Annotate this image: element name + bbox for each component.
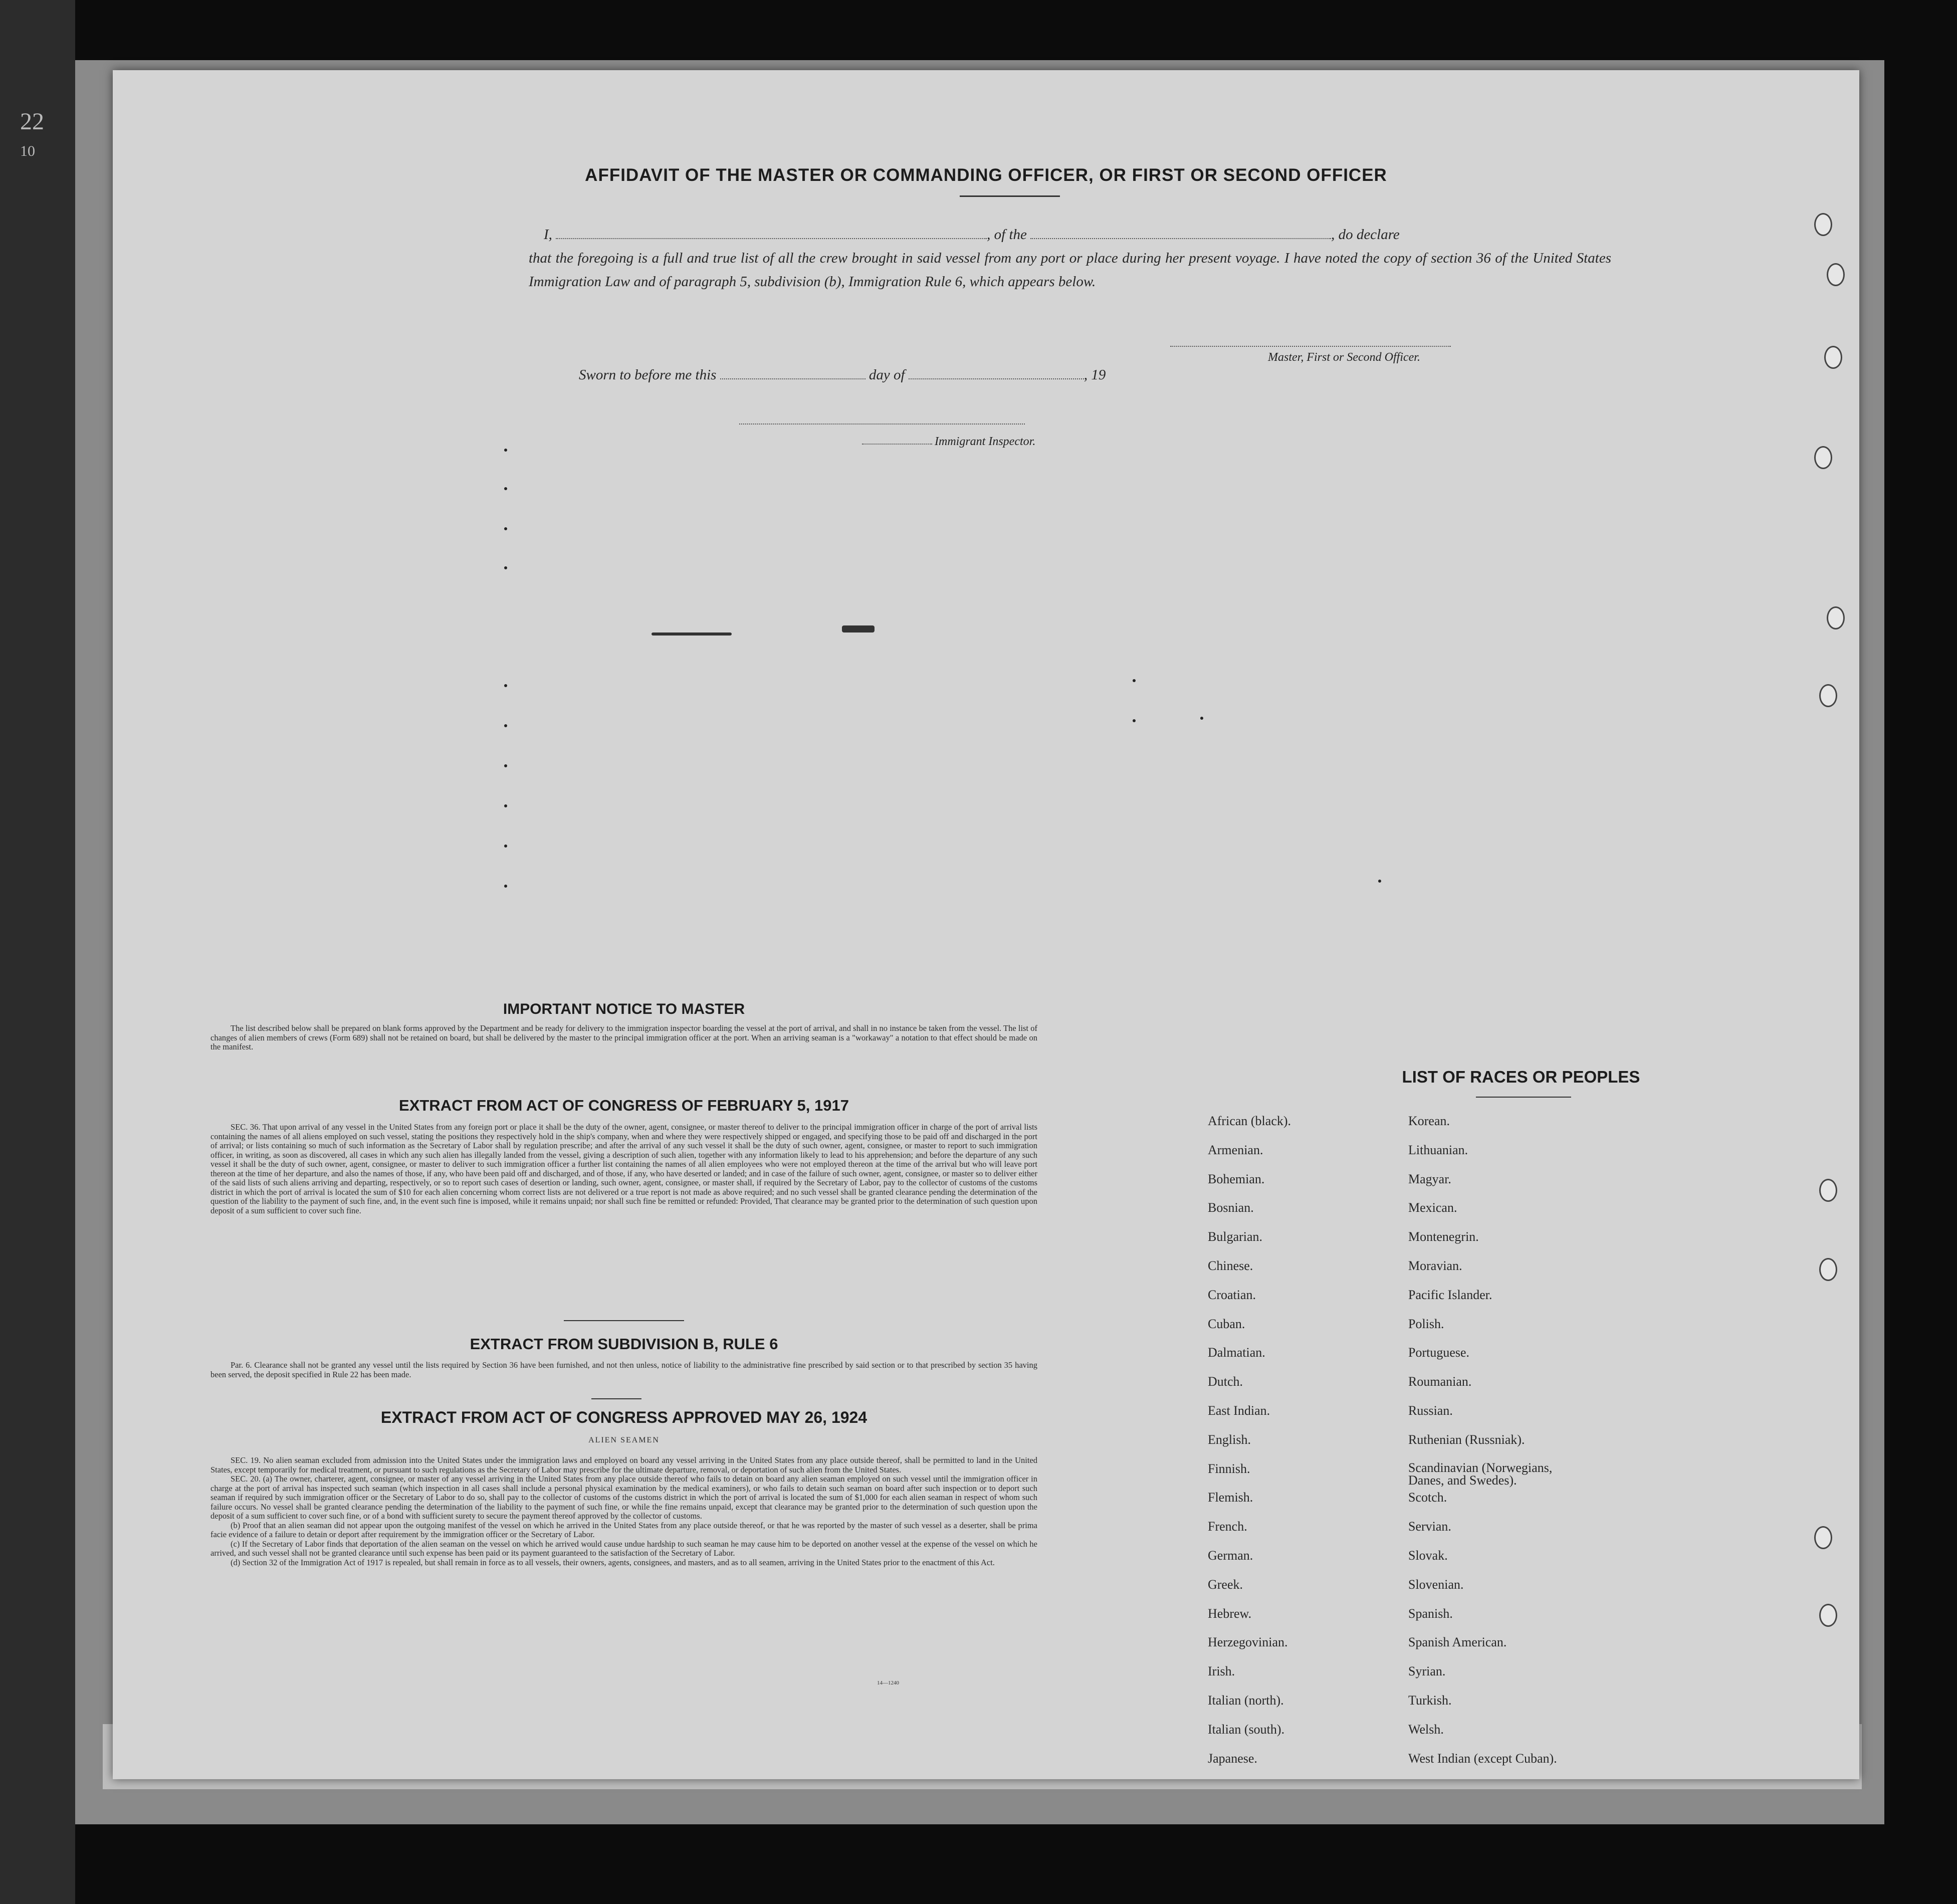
races-title: LIST OF RACES OR PEOPLES bbox=[1402, 1068, 1640, 1086]
affidavit-declare: , do declare bbox=[1331, 227, 1400, 243]
race-item: Welsh. bbox=[1408, 1722, 1444, 1737]
affidavit-title: AFFIDAVIT OF THE MASTER OR COMMANDING OFFICER, OR FIRST OR SECOND OFFICER bbox=[585, 165, 1387, 185]
sworn-year: , 19 bbox=[1083, 367, 1106, 383]
races-title-rule bbox=[1476, 1097, 1571, 1098]
race-item: Italian (north). bbox=[1208, 1693, 1284, 1708]
notice-paragraph: The list described below shall be prepared on blank forms approved by the Department and be ready for delivery to the immigration inspector boarding the vessel at the port of arrival, and shall in no instance be taken from the vessel. The list of changes of alien members of crews (Form 689) shall not be retained on board, but shall be delivered by the master to the principal immigration officer at the port. When an arriving seaman is a "workaway" a notation to that effect should be made on the manifest. bbox=[210, 1023, 1037, 1051]
race-item: Spanish American. bbox=[1408, 1635, 1507, 1650]
race-item: Chinese. bbox=[1208, 1258, 1253, 1273]
dot-mark bbox=[504, 764, 507, 767]
race-item: Russian. bbox=[1408, 1403, 1453, 1418]
ink-smudge bbox=[842, 625, 875, 632]
extract-rule-6-heading: EXTRACT FROM SUBDIVISION B, RULE 6 bbox=[470, 1335, 778, 1353]
section-divider bbox=[564, 1320, 684, 1321]
manifest-page bbox=[113, 70, 1859, 1779]
dot-mark bbox=[504, 885, 507, 888]
race-item: Irish. bbox=[1208, 1664, 1235, 1679]
punch-hole bbox=[1819, 1258, 1837, 1281]
affidavit-i: I, bbox=[544, 227, 552, 243]
race-item: Moravian. bbox=[1408, 1258, 1462, 1273]
dot-mark bbox=[1378, 880, 1381, 883]
extract-1924-text bbox=[210, 1456, 1037, 1567]
race-item: French. bbox=[1208, 1519, 1247, 1534]
dot-mark bbox=[1200, 717, 1203, 720]
section-20a-paragraph: SEC. 20. (a) The owner, charterer, agent, consignee, or master of any vessel arriving in the United States from any place outside thereof who fails to detain on board any alien seaman employed on such vessel until the immigration officer in charge at the port of arrival has inspected such seaman (which inspection in all cases shall include a personal physical examination by the medical examiners), or who fails to detain such seaman on board after such inspection or to deport such seaman if required by such immigration officer or the Secretary of Labor to do so, shall pay to the collector of customs of the customs district in which the port of arrival is located the sum of $1,000 for each alien seaman in respect of whom such failure occurs. No vessel shall be granted clearance pending the determination of the liability to the payment of such fine, or while the fine remains unpaid, except that clearance may be granted prior to the determination of such question upon the deposit of a sum sufficient to cover such fine, or of a bond with sufficient surety to secure the payment thereof approved by the collector of customs. bbox=[210, 1474, 1037, 1521]
paragraph-6: Par. 6. Clearance shall not be granted any vessel until the lists required by Section 36 have been furnished, and not then unless, notice of liability to the administrative fine prescribed by said section or to that prescribed by section 35 having been served, the deposit specified in Rule 22 has been made. bbox=[210, 1360, 1037, 1379]
section-20d-paragraph: (d) Section 32 of the Immigration Act of 1917 is repealed, but shall remain in force as to all vessels, their owners, agents, consignees, and masters, and as to all seamen, arriving in the United States prior to the enactment of this Act. bbox=[231, 1557, 995, 1567]
dot-mark bbox=[504, 724, 507, 727]
race-item: Slovak. bbox=[1408, 1548, 1448, 1563]
race-item: Syrian. bbox=[1408, 1664, 1446, 1679]
master-signature-label: Master, First or Second Officer. bbox=[1268, 351, 1420, 364]
race-item: Roumanian. bbox=[1408, 1374, 1472, 1389]
extract-1917-heading: EXTRACT FROM ACT OF CONGRESS OF FEBRUARY 5, 1917 bbox=[399, 1097, 849, 1114]
race-item: Flemish. bbox=[1208, 1490, 1253, 1505]
alien-seamen-subheading: ALIEN SEAMEN bbox=[588, 1436, 660, 1444]
race-item: Montenegrin. bbox=[1408, 1229, 1479, 1244]
race-item: Japanese. bbox=[1208, 1751, 1257, 1766]
scan-edge bbox=[0, 0, 75, 1904]
race-item: Mexican. bbox=[1408, 1200, 1457, 1215]
officer-name-field[interactable] bbox=[556, 227, 987, 239]
race-item: Bosnian. bbox=[1208, 1200, 1254, 1215]
race-item: Pacific Islander. bbox=[1408, 1287, 1492, 1302]
notice-heading: IMPORTANT NOTICE TO MASTER bbox=[503, 1001, 745, 1017]
dot-mark bbox=[504, 487, 507, 490]
dot-mark bbox=[1133, 719, 1136, 722]
dot-mark bbox=[504, 804, 507, 807]
race-item: African (black). bbox=[1208, 1114, 1291, 1128]
race-item: Finnish. bbox=[1208, 1461, 1250, 1476]
edge-mark: 10 bbox=[20, 143, 35, 159]
extract-1924-heading: EXTRACT FROM ACT OF CONGRESS APPROVED MAY 26, 1924 bbox=[380, 1408, 867, 1426]
race-item: Bohemian. bbox=[1208, 1171, 1265, 1186]
race-item: Polish. bbox=[1408, 1316, 1444, 1331]
race-item: Dutch. bbox=[1208, 1374, 1243, 1389]
sworn-month-field[interactable] bbox=[909, 367, 1084, 379]
race-item: Italian (south). bbox=[1208, 1722, 1285, 1737]
section-20b-paragraph: (b) Proof that an alien seaman did not appear upon the outgoing manifest of the vessel on which he arrived in the United States from any place outside thereof, or that he was reported by the master of such vessel as a deserter, shall be prima facie evidence of a failure to detain or deport after requirement by the immigration officer or the Secretary of Labor. bbox=[210, 1520, 1037, 1539]
form-number: 14—1240 bbox=[877, 1680, 899, 1686]
punch-hole bbox=[1824, 346, 1842, 369]
dot-mark bbox=[504, 844, 507, 848]
race-item: Bulgarian. bbox=[1208, 1229, 1263, 1244]
affidavit-declaration-line bbox=[529, 223, 1611, 247]
sworn-day-field[interactable] bbox=[720, 367, 865, 379]
race-item: Scotch. bbox=[1408, 1490, 1447, 1505]
race-item: Ruthenian (Russniak). bbox=[1408, 1432, 1525, 1447]
races-left-column bbox=[1208, 1114, 1291, 1780]
extract-1917-text bbox=[210, 1123, 1037, 1215]
dot-mark bbox=[504, 449, 507, 452]
races-right-column bbox=[1408, 1114, 1589, 1780]
punch-hole bbox=[1819, 684, 1837, 707]
section-divider bbox=[591, 1398, 641, 1399]
extract-rule-6-text bbox=[210, 1361, 1037, 1379]
race-item: Dalmatian. bbox=[1208, 1345, 1265, 1360]
dot-mark bbox=[504, 527, 507, 530]
punch-hole bbox=[1827, 263, 1845, 286]
race-item: Hebrew. bbox=[1208, 1606, 1252, 1621]
notice-text bbox=[210, 1024, 1037, 1052]
race-item: Portuguese. bbox=[1408, 1345, 1470, 1360]
sworn-statement bbox=[579, 367, 1106, 383]
inspector-signature-label: Immigrant Inspector. bbox=[935, 435, 1036, 448]
punch-hole bbox=[1814, 1526, 1832, 1549]
race-item: Spanish. bbox=[1408, 1606, 1453, 1621]
race-item: Croatian. bbox=[1208, 1287, 1256, 1302]
race-item: Magyar. bbox=[1408, 1171, 1451, 1186]
race-item: Herzegovinian. bbox=[1208, 1635, 1288, 1650]
vessel-name-field[interactable] bbox=[1030, 227, 1331, 239]
edge-mark: 22 bbox=[20, 108, 44, 135]
section-36-paragraph: SEC. 36. That upon arrival of any vessel in the United States from any foreign port or place it shall be the duty of the owner, agent, consignee, or master thereof to deliver to the principal immigration officer in charge of the port of arrival lists containing the names of all aliens employed on such vessel, stating the positions they respectively hold in the ship's company, when and where they were respectively shipped or engaged, and specifying those to be paid off and discharged in the port of arrival; or lists containing so much of such information as the Secretary of Labor shall by regulation prescribe; and after the arrival of any such vessel it shall be the duty of such owner, agent, consignee, or master to report to such immigration officer, in writing, as soon as discovered, all cases in which any such alien has illegally landed from the vessel, giving a description of such alien, together with any information likely to lead to his apprehension; and before the departure of any such vessel it shall be the duty of such owner, agent, consignee, or master to deliver to such immigration officer a further list containing the names of all alien employees who were not employed thereon at the time of the arrival but who will leave port thereon at the time of her departure, and also the names of those, if any, who have been paid off and discharged, and of those, if any, who have deserted or landed; and in case of the failure of such owner, agent, consignee, or master so to deliver either of the said lists of such aliens arriving and departing, respectively, or so to report such cases of desertion or landing, such owner, agent, consignee, or master shall, if required by the Secretary of Labor, pay to the collector of customs of the customs district in which the port of arrival is located the sum of $10 for each alien concerning whom correct lists are not delivered or a true report is not made as above required; and no such vessel shall be granted clearance pending the determination of the question of the liability to the payment of such fine, and, in the event such fine is imposed, while it remains unpaid; nor shall such fine be remitted or refunded: Provided, That clearance may be granted prior to the determination of such question upon deposit of a sum sufficient to cover such fine. bbox=[210, 1122, 1037, 1215]
punch-hole bbox=[1819, 1179, 1837, 1202]
dot-mark bbox=[1133, 679, 1136, 682]
dot-mark bbox=[504, 566, 507, 569]
race-item: Korean. bbox=[1408, 1114, 1450, 1128]
punch-hole bbox=[1819, 1604, 1837, 1627]
race-item: East Indian. bbox=[1208, 1403, 1270, 1418]
sworn-day-of: day of bbox=[868, 367, 905, 383]
race-item: West Indian (except Cuban). bbox=[1408, 1751, 1557, 1766]
punch-hole bbox=[1814, 213, 1832, 236]
ink-smudge bbox=[651, 632, 732, 636]
affidavit-body bbox=[529, 223, 1611, 294]
inspector-signature-line-short bbox=[862, 444, 932, 445]
race-item: Armenian. bbox=[1208, 1142, 1263, 1157]
affidavit-text: that the foregoing is a full and true list of all the crew brought in said vessel from any port or place during her present voyage. I have noted the copy of section 36 of the United States Immigration Law and of paragraph 5, subdivision (b), Immigration Rule 6, which appears below. bbox=[529, 250, 1611, 290]
race-item: Scandinavian (Norwegians, Danes, and Swedes). bbox=[1408, 1460, 1553, 1488]
affidavit-of-the: , of the bbox=[987, 227, 1027, 243]
sworn-prefix: Sworn to before me this bbox=[579, 367, 717, 383]
race-item: Servian. bbox=[1408, 1519, 1451, 1534]
race-item: Cuban. bbox=[1208, 1316, 1245, 1331]
master-signature-line[interactable] bbox=[1170, 346, 1451, 347]
race-item: Turkish. bbox=[1408, 1693, 1452, 1708]
race-item: English. bbox=[1208, 1432, 1251, 1447]
dot-mark bbox=[504, 684, 507, 687]
section-19-paragraph: SEC. 19. No alien seaman excluded from admission into the United States under the immigration laws and employed on board any vessel arriving in the United States from any place outside thereof, shall be permitted to land in the United States, except temporarily for medical treatment, or pursuant to such regulations as the Secretary of Labor may prescribe for the ultimate departure, removal, or deportation of such alien from the United States. bbox=[210, 1455, 1037, 1474]
punch-hole bbox=[1827, 606, 1845, 629]
race-item: Greek. bbox=[1208, 1577, 1243, 1592]
title-rule bbox=[960, 195, 1060, 197]
section-20c-paragraph: (c) If the Secretary of Labor finds that deportation of the alien seaman on the vessel on which he arrived would cause undue hardship to such seaman he may cause him to be deported on another vessel at the expense of the vessel on which he arrived, and such vessel shall not be granted clearance until such expense has been paid or its payment guaranteed to the satisfaction of the Secretary of Labor. bbox=[210, 1539, 1037, 1558]
punch-hole bbox=[1814, 446, 1832, 469]
inspector-signature-line[interactable] bbox=[739, 424, 1025, 425]
race-item: Slovenian. bbox=[1408, 1577, 1464, 1592]
race-item: Lithuanian. bbox=[1408, 1142, 1468, 1157]
race-item: German. bbox=[1208, 1548, 1253, 1563]
